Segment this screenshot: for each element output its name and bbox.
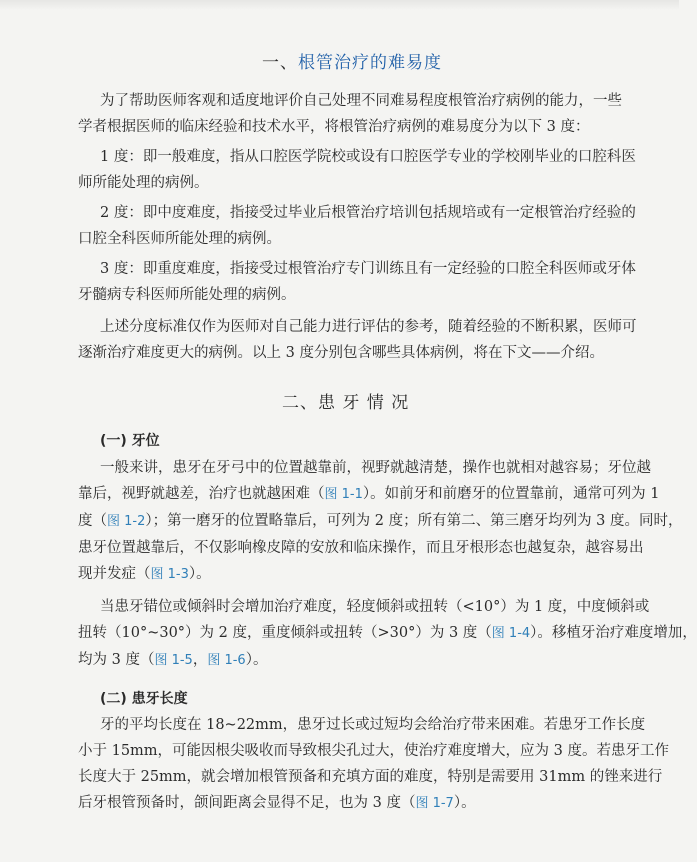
figure-ref-1-4[interactable]: 图 1-4: [491, 626, 531, 641]
figure-ref-1-2[interactable]: 图 1-2: [107, 514, 146, 529]
text-line: 为了帮助医师客观和适度地评价自己处理不同难易程度根管治疗病例的能力，一些: [100, 93, 622, 109]
text-line: 现并发症（图 1-3）。: [78, 566, 211, 582]
s1-summary-paragraph: [78, 314, 637, 366]
text-line: 学者根据医师的临床经验和技术水平，将根管治疗病例的难易度分为以下 3 度：: [78, 119, 590, 135]
text-line: 牙髓病专科医师所能处理的病例。: [78, 287, 296, 303]
subsection-tooth-position-heading: (一) 牙位: [100, 433, 160, 449]
section-1-heading: [262, 48, 442, 73]
text-line: 均为 3 度（图 1-5，图 1-6）。: [78, 652, 268, 668]
text-line: 靠后，视野就越差，治疗也就越困难（图 1-1）。如前牙和前磨牙的位置靠前，通常可列为 1: [78, 486, 660, 502]
tooth-length-paragraph: [78, 712, 669, 817]
figure-ref-1-5[interactable]: 图 1-5: [154, 653, 193, 668]
text-line: 当患牙错位或倾斜时会增加治疗难度，轻度倾斜或扭转（<10°）为 1 度，中度倾斜或: [100, 599, 650, 615]
text-line: 口腔全科医师所能处理的病例。: [78, 231, 281, 247]
s1-degree-1-paragraph: [78, 144, 636, 196]
text-line: 患牙位置越靠后，不仅影响橡皮障的安放和临床操作，而且牙根形态也越复杂，越容易出: [78, 540, 644, 556]
s1-degree-2-paragraph: [78, 200, 636, 252]
text-line: 长度大于 25mm，就会增加根管预备和充填方面的难度，特别是需要用 31mm 的锉来进行: [78, 769, 663, 785]
section-2-heading: 二、患 牙 情 况: [282, 393, 410, 413]
text-line: 3 度：即重度难度，指接受过根管治疗专门训练且有一定经验的口腔全科医师或牙体: [100, 261, 636, 277]
figure-ref-1-6[interactable]: 图 1-6: [207, 653, 246, 668]
section-1-number: 一、: [262, 53, 298, 73]
text-line: 度（图 1-2）；第一磨牙的位置略靠后，可列为 2 度；所有第二、第三磨牙均列为 3 度。同时，: [78, 513, 683, 529]
page-top-edge: [0, 0, 679, 10]
text-line: 上述分度标准仅作为医师对自己能力进行评估的参考，随着经验的不断积累，医师可: [100, 319, 637, 335]
figure-ref-1-7[interactable]: 图 1-7: [415, 796, 454, 811]
figure-ref-1-1[interactable]: 图 1-1: [324, 487, 363, 502]
text-line: 牙的平均长度在 18~22mm，患牙过长或过短均会给治疗带来困难。若患牙工作长度: [100, 717, 646, 733]
text-line: 扭转（10°~30°）为 2 度，重度倾斜或扭转（>30°）为 3 度（图 1-4）。移植牙治疗难度增加，: [78, 625, 697, 641]
text-line: 2 度：即中度难度，指接受过毕业后根管治疗培训包括规培或有一定根管治疗经验的: [100, 205, 636, 221]
text-line: 1 度：即一般难度，指从口腔医学院校或设有口腔医学专业的学校刚毕业的口腔科医: [100, 149, 636, 165]
tooth-tilt-paragraph: [78, 594, 697, 674]
text-line: 后牙根管预备时，颌间距离会显得不足，也为 3 度（图 1-7）。: [78, 795, 476, 811]
section-1-title: 根管治疗的难易度: [298, 53, 442, 73]
text-line: 逐渐治疗难度更大的病例。以上 3 度分别包含哪些具体病例，将在下文——介绍。: [78, 345, 604, 361]
s1-intro-paragraph: [78, 88, 622, 140]
text-line: 一般来讲，患牙在牙弓中的位置越靠前，视野就越清楚，操作也就相对越容易；牙位越: [100, 460, 651, 476]
text-line: 师所能处理的病例。: [78, 175, 209, 191]
text-line: 小于 15mm，可能因根尖吸收而导致根尖孔过大，使治疗难度增大，应为 3 度。若患牙工作: [78, 743, 669, 759]
subsection-tooth-length-heading: (二) 患牙长度: [100, 691, 188, 707]
s1-degree-3-paragraph: [78, 256, 636, 308]
figure-ref-1-3[interactable]: 图 1-3: [150, 567, 189, 582]
tooth-position-paragraph: [78, 455, 683, 588]
